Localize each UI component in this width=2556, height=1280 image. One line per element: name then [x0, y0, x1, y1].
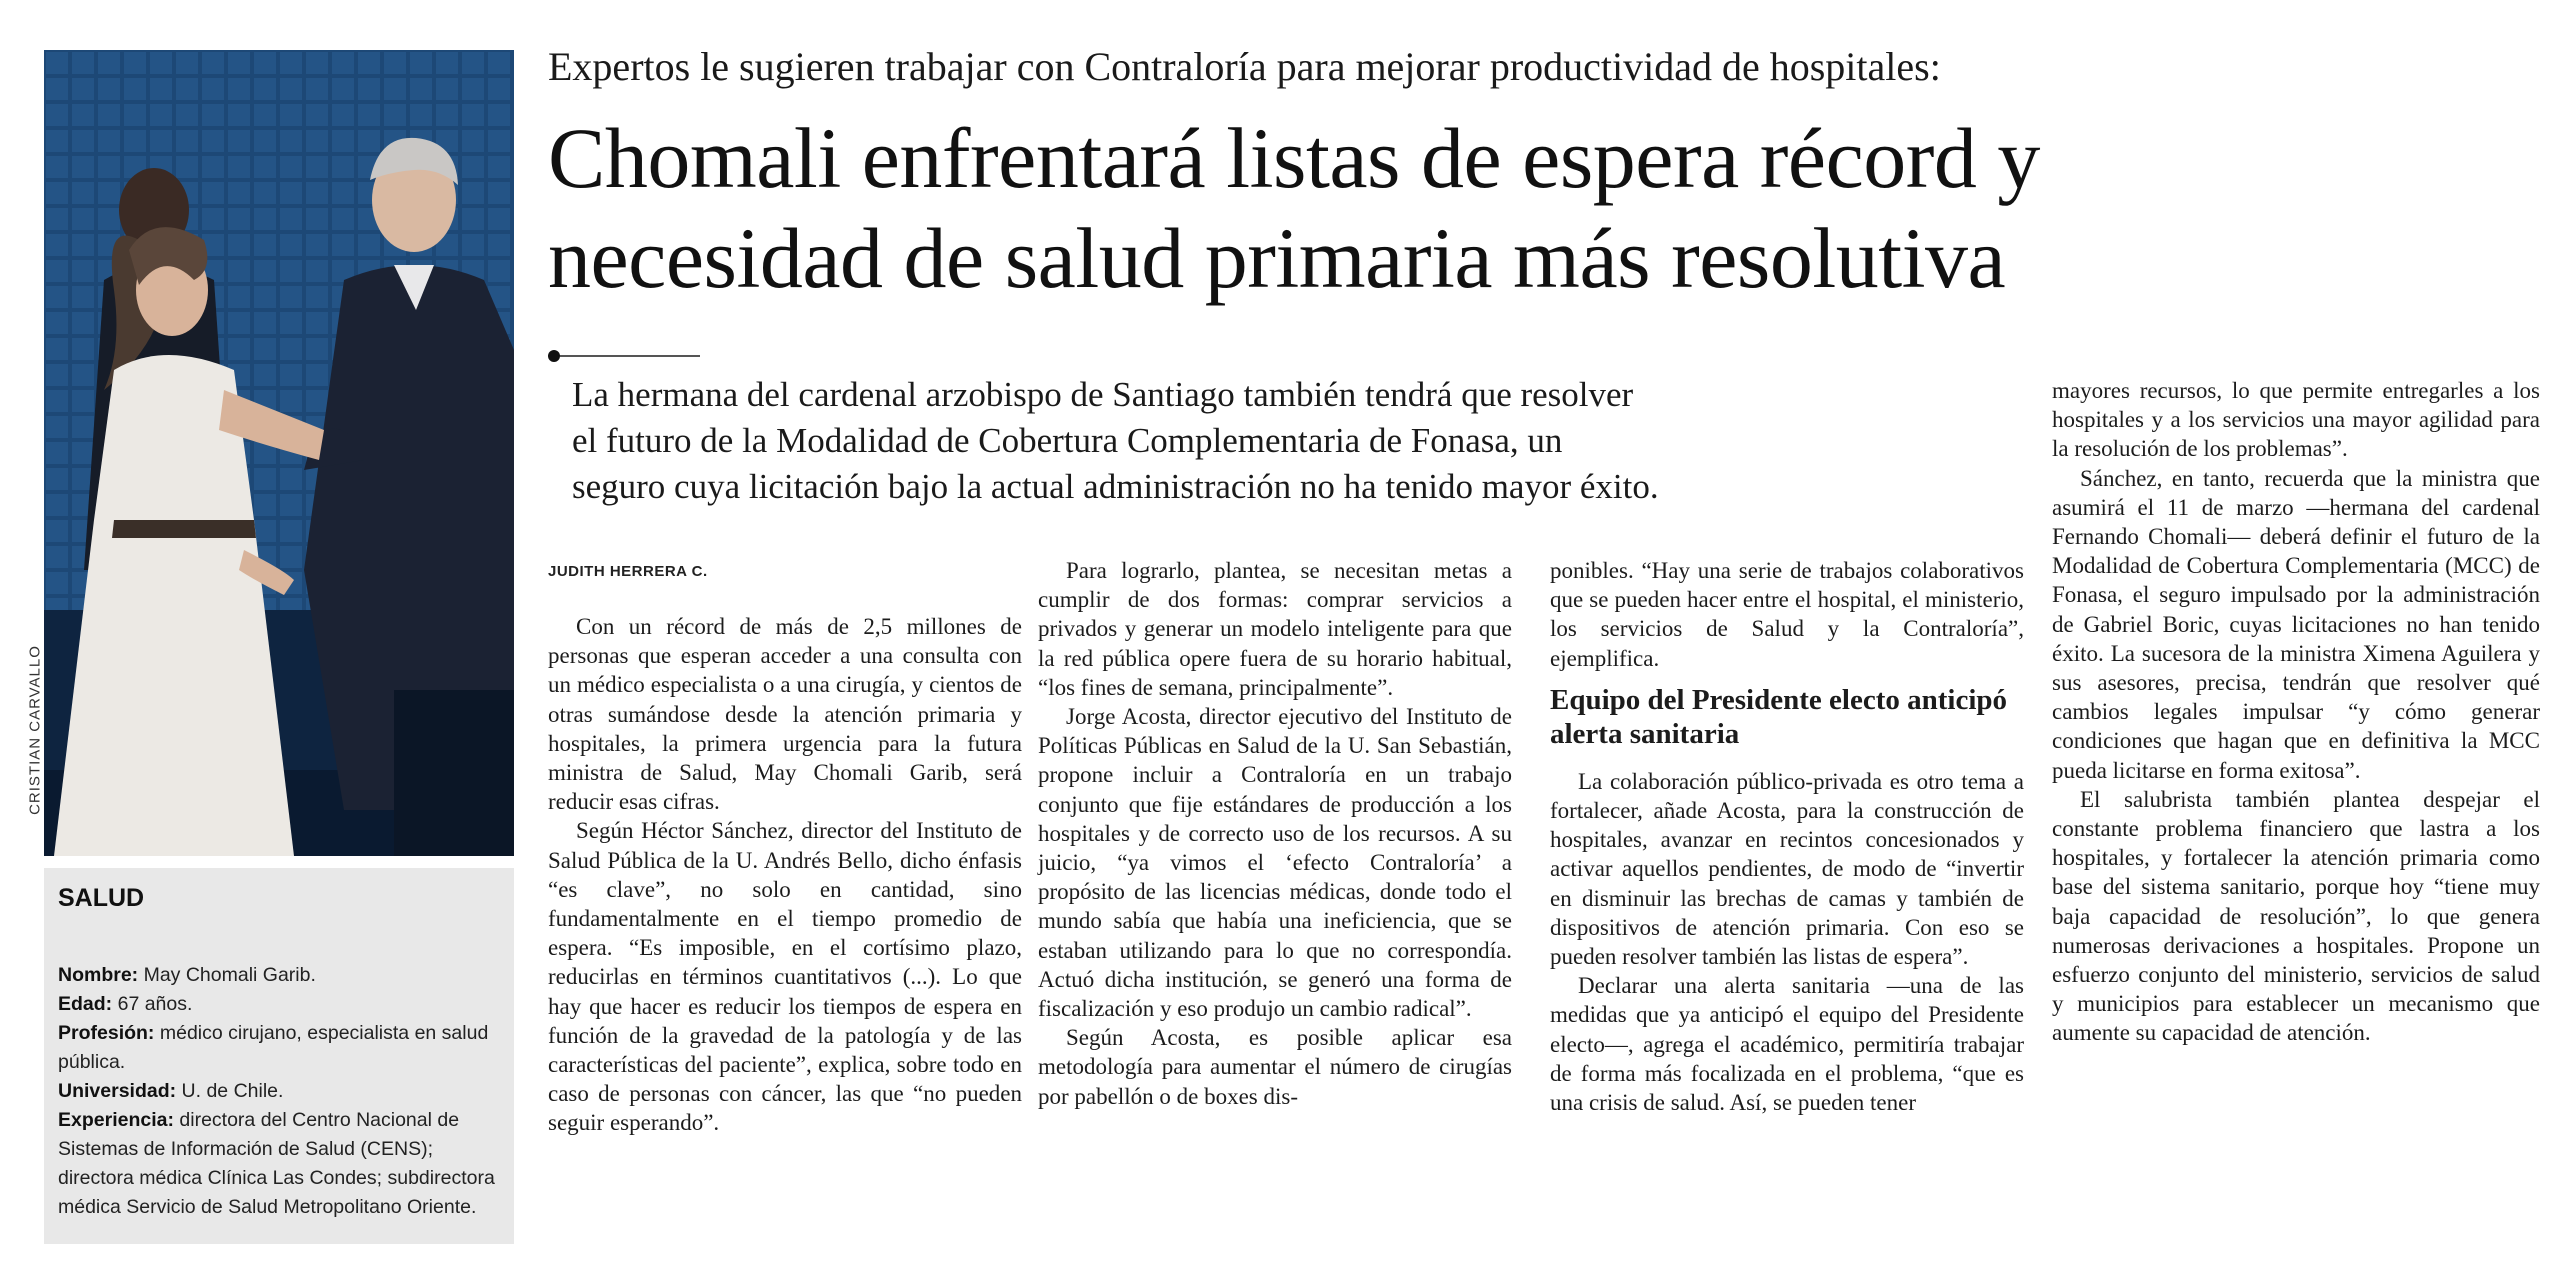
photo-credit: CRISTIAN CARVALLO	[26, 645, 44, 815]
body-paragraph: Para lograrlo, plantea, se necesitan metas a cumplir de dos formas: comprar servicios a privados y generar un modelo inteligente para que la red pública opere fuera de su horario habitual, “los fines de semana, principalmente”.	[1038, 558, 1512, 700]
body-paragraph: Con un récord de más de 2,5 millones de personas que esperan acceder a una consulta con un médico especialista o a una cirugía, y cientos de otras sumándose desde la atención primaria y hospitales, la primera urgencia para la futura ministra de Salud, May Chomali Garib, será reducir esas cifras.	[548, 614, 1022, 815]
body-column-1	[548, 612, 1022, 1138]
headline-line: Chomali enfrentará listas de espera récord y	[548, 110, 2040, 206]
divider-dot	[548, 350, 560, 362]
body-paragraph: mayores recursos, lo que permite entregarles a los hospitales y a los servicios una mayor agilidad para la resolución de los problemas”.	[2052, 378, 2540, 462]
deck-line: seguro cuya licitación bajo la actual administración no ha tenido mayor éxito.	[572, 467, 1659, 506]
body-column-2	[1038, 556, 1512, 1111]
body-paragraph: Sánchez, en tanto, recuerda que la ministra que asumirá el 11 de marzo —hermana del cardenal Fernando Chomali— deberá definir el futuro de la Modalidad de Cobertura Complementaria (MCC) de Fonasa, el seguro impulsado por la administración de Gabriel Boric, cuyas licitaciones no han tenido éxito. La sucesora de la ministra Ximena Aguilera y sus asesores, precisa, tendrán que resolver qué cambios legales impulsar “y cómo generar condiciones que hagan que en definitiva la MCC pueda licitarse en forma exitosa”.	[2052, 465, 2540, 783]
body-paragraph: Jorge Acosta, director ejecutivo del Instituto de Políticas Públicas en Salud de la U. San Sebastián, propone incluir a Contraloría en un trabajo conjunto que fije estándares de producción a los hospitales y de correcto uso de los recursos. A su juicio, “ya vimos el ‘efecto Contraloría’ a propósito de las licencias médicas, donde todo el mundo sabía que había una ineficiencia, que se estaban utilizando para lo que no correspondía. Actuó dicha institución, se generó una forma de fiscalización y eso produjo un cambio radical”.	[1038, 704, 1512, 1022]
fact-age: Edad: 67 años.	[58, 993, 193, 1015]
factbox-title: SALUD	[58, 884, 145, 912]
fact-experience: Experiencia: directora del Centro Nacional de Sistemas de Información de Salud (CENS); directora médica Clínica Las Condes; subdirectora médica Servicio de Salud Metropolitano Oriente.	[58, 1109, 495, 1218]
body-column-3	[1550, 556, 2024, 1117]
divider-line	[560, 355, 700, 357]
byline: JUDITH HERRERA C.	[548, 563, 708, 580]
body-paragraph: ponibles. “Hay una serie de trabajos colaborativos que se pueden hacer entre el hospital, el ministerio, los servicios de Salud y la Contraloría”, ejemplifica.	[1550, 558, 2024, 671]
article-deck	[572, 372, 2042, 510]
body-paragraph: La colaboración público-privada es otro tema a fortalecer, añade Acosta, para la construcción de hospitales, avanzar en recintos concesionados y activar aquellos pendientes, de modo de “invertir en disminuir las brechas de camas y también de dispositivos de atención primaria. Con eso se pueden resolver también las listas de espera”.	[1550, 768, 2024, 970]
fact-profession: Profesión: médico cirujano, especialista en salud pública.	[58, 1022, 489, 1073]
section-subhead: Equipo del Presidente electo anticipó alerta sanitaria	[1550, 683, 2008, 750]
profile-factbox	[44, 868, 514, 1244]
article-headline	[548, 108, 2538, 308]
article-photo	[44, 50, 514, 856]
fact-university: Universidad: U. de Chile.	[58, 1080, 284, 1102]
photo-illustration	[44, 50, 514, 856]
body-paragraph: Declarar una alerta sanitaria —una de las medidas que ya anticipó el equipo del Presidente electo—, agrega el académico, permitiría trabajar de forma más focalizada en el problema, “que es una crisis de salud. Así, se pueden tener	[1550, 973, 2024, 1116]
body-column-4	[2052, 376, 2540, 1048]
deck-line: La hermana del cardenal arzobispo de Santiago también tendrá que resolver	[572, 375, 1634, 414]
body-paragraph: El salubrista también plantea despejar el constante problema financiero que lastra a los hospitales, y fortalecer la atención primaria como base del sistema sanitario, porque hoy “tiene muy baja capacidad de resolución”, lo que genera numerosas derivaciones a hospitales. Propone un esfuerzo conjunto del ministerio, servicios de salud y municipios para establecer un mecanismo que aumente su capacidad de atención.	[2052, 786, 2540, 1046]
headline-line: necesidad de salud primaria más resolutiva	[548, 210, 2006, 306]
body-paragraph: Según Héctor Sánchez, director del Instituto de Salud Pública de la U. Andrés Bello, dicho énfasis “es clave”, no solo en cantidad, sino fundamentalmente en el tiempo promedio de espera. “Es imposible, en el cortísimo plazo, reducirlas en términos cuantitativos (...). Lo que hay que hacer es reducir los tiempos de espera en función de la gravedad de la patología y de las características del paciente”, explica, sobre todo en caso de personas con cáncer, las que “no pueden seguir esperando”.	[548, 818, 1022, 1136]
body-paragraph: Según Acosta, es posible aplicar esa metodología para aumentar el número de cirugías por pabellón o de boxes dis-	[1038, 1025, 1512, 1109]
article-kicker: Expertos le sugieren trabajar con Contraloría para mejorar productividad de hospitales:	[548, 44, 1941, 89]
fact-name: Nombre: May Chomali Garib.	[58, 964, 316, 986]
deck-line: el futuro de la Modalidad de Cobertura Complementaria de Fonasa, un	[572, 421, 1563, 460]
